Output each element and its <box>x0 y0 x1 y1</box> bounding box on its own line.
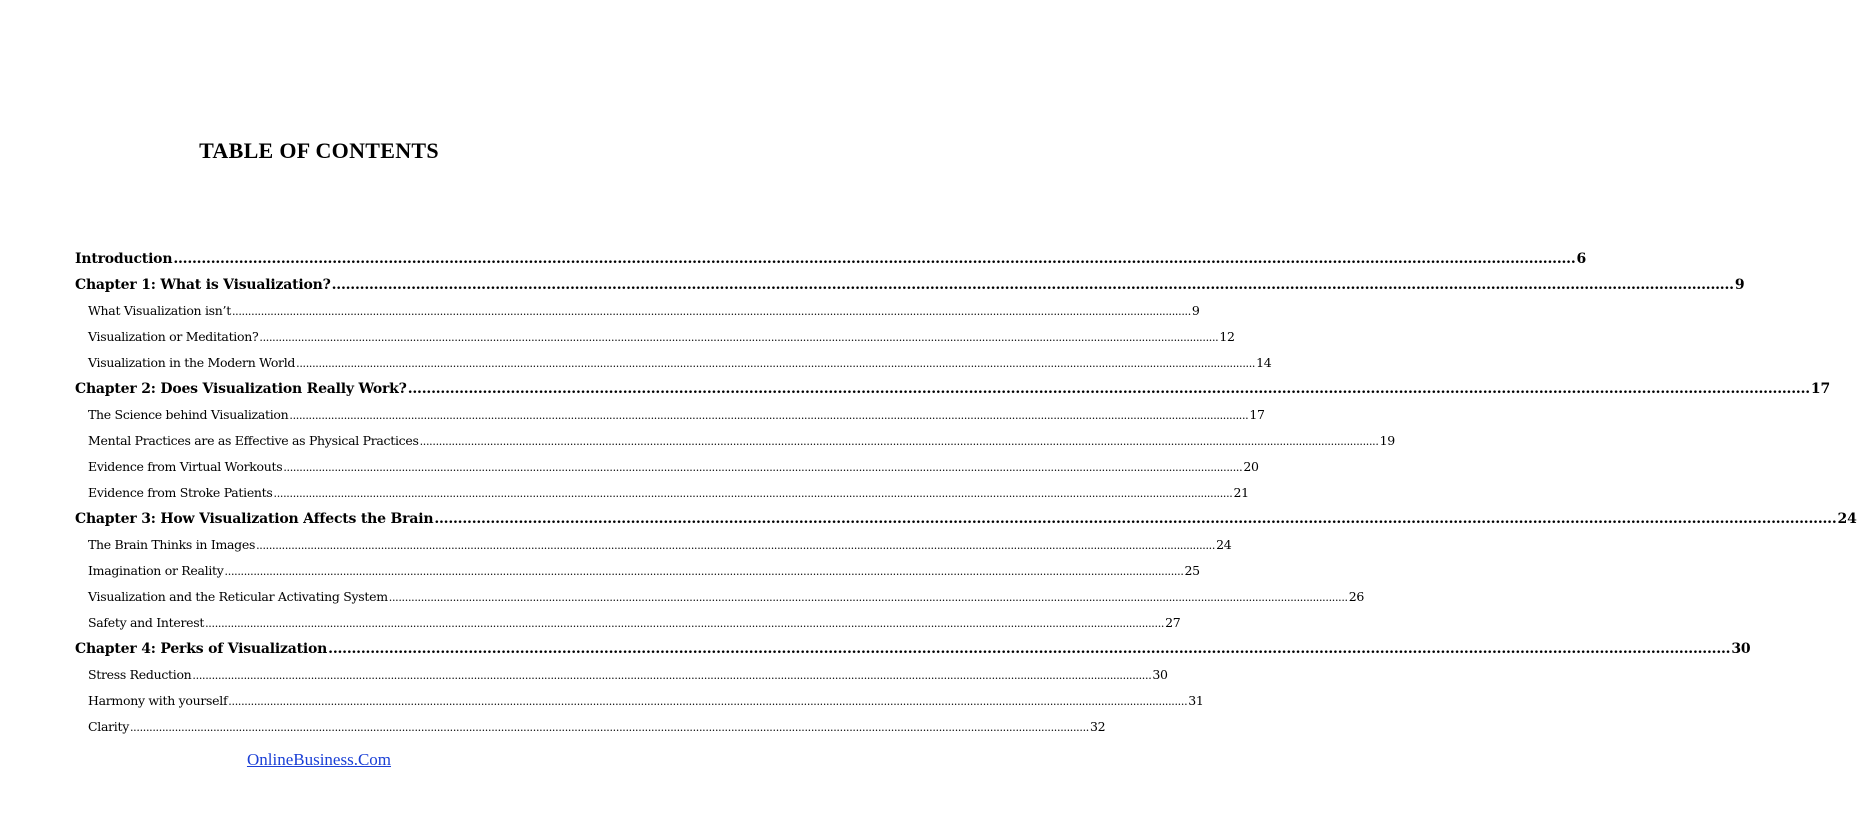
toc-leader-dots: ............................................................................................................................................................................................................................................................................................................ <box>173 251 1576 267</box>
toc-leader-dots: ............................................................................................................................................................................................................................................................................................................ <box>129 721 1089 734</box>
toc-section-entry[interactable] <box>75 353 1272 379</box>
toc-leader-dots: ............................................................................................................................................................................................................................................................................................................ <box>228 695 1188 708</box>
toc-section-entry[interactable] <box>75 587 1365 613</box>
toc-entry-page-number: 17 <box>1249 407 1265 422</box>
toc-chapter-entry[interactable] <box>75 639 1751 665</box>
toc-section-entry[interactable] <box>75 327 1235 353</box>
toc-section-entry[interactable] <box>75 483 1249 509</box>
toc-entry-page-number: 6 <box>1576 251 1587 267</box>
toc-leader-dots: ............................................................................................................................................................................................................................................................................................................ <box>434 511 1837 527</box>
toc-leader-dots: ............................................................................................................................................................................................................................................................................................................ <box>289 409 1249 422</box>
toc-entry-label: Clarity <box>88 719 129 734</box>
footer-link[interactable]: OnlineBusiness.Com <box>246 750 392 769</box>
toc-entry-page-number: 31 <box>1188 693 1204 708</box>
toc-leader-dots: ............................................................................................................................................................................................................................................................................................................ <box>419 435 1379 448</box>
toc-section-entry[interactable] <box>75 613 1181 639</box>
table-of-contents <box>75 249 1857 743</box>
page-title: TABLE OF CONTENTS <box>199 138 439 163</box>
toc-leader-dots: ............................................................................................................................................................................................................................................................................................................ <box>259 331 1219 344</box>
toc-entry-page-number: 12 <box>1219 329 1235 344</box>
toc-leader-dots: ............................................................................................................................................................................................................................................................................................................ <box>328 641 1731 657</box>
toc-section-entry[interactable] <box>75 691 1204 717</box>
toc-entry-page-number: 14 <box>1256 355 1272 370</box>
toc-chapter-entry[interactable] <box>75 275 1745 301</box>
toc-section-entry[interactable] <box>75 717 1106 743</box>
toc-leader-dots: ............................................................................................................................................................................................................................................................................................................ <box>224 565 1184 578</box>
toc-entry-label: What Visualization isn’t <box>88 303 231 318</box>
toc-section-entry[interactable] <box>75 405 1265 431</box>
toc-entry-page-number: 25 <box>1184 563 1200 578</box>
toc-entry-page-number: 21 <box>1233 485 1249 500</box>
toc-entry-label: Visualization and the Reticular Activating System <box>88 589 388 604</box>
toc-leader-dots: ............................................................................................................................................................................................................................................................................................................ <box>205 617 1165 630</box>
toc-entry-label: The Brain Thinks in Images <box>88 537 256 552</box>
toc-entry-page-number: 9 <box>1191 303 1200 318</box>
toc-entry-label: Evidence from Virtual Workouts <box>88 459 283 474</box>
toc-entry-label: Introduction <box>75 251 173 267</box>
toc-leader-dots: ............................................................................................................................................................................................................................................................................................................ <box>256 539 1216 552</box>
toc-leader-dots: ............................................................................................................................................................................................................................................................................................................ <box>407 381 1810 397</box>
toc-entry-page-number: 32 <box>1089 719 1106 734</box>
toc-leader-dots: ............................................................................................................................................................................................................................................................................................................ <box>273 487 1233 500</box>
toc-entry-page-number: 19 <box>1379 433 1395 448</box>
toc-section-entry[interactable] <box>75 431 1395 457</box>
toc-entry-label: Mental Practices are as Effective as Physical Practices <box>88 433 419 448</box>
toc-leader-dots: ............................................................................................................................................................................................................................................................................................................ <box>388 591 1348 604</box>
toc-leader-dots: ............................................................................................................................................................................................................................................................................................................ <box>231 305 1191 318</box>
toc-entry-page-number: 24 <box>1216 537 1232 552</box>
toc-section-entry[interactable] <box>75 301 1200 327</box>
toc-entry-page-number: 27 <box>1165 615 1181 630</box>
toc-entry-label: Chapter 3: How Visualization Affects the Brain <box>75 511 434 527</box>
toc-entry-page-number: 26 <box>1348 589 1365 604</box>
toc-entry-label: Chapter 2: Does Visualization Really Work? <box>75 381 407 397</box>
toc-entry-label: Evidence from Stroke Patients <box>88 485 273 500</box>
toc-entry-label: Visualization or Meditation? <box>88 329 259 344</box>
toc-leader-dots: ............................................................................................................................................................................................................................................................................................................ <box>192 669 1152 682</box>
toc-entry-page-number: 17 <box>1810 381 1831 397</box>
toc-entry-page-number: 30 <box>1731 641 1751 657</box>
toc-entry-label: Harmony with yourself <box>88 693 228 708</box>
toc-section-entry[interactable] <box>75 457 1259 483</box>
toc-chapter-entry[interactable] <box>75 249 1587 275</box>
toc-section-entry[interactable] <box>75 561 1200 587</box>
toc-entry-page-number: 20 <box>1243 459 1259 474</box>
toc-section-entry[interactable] <box>75 535 1232 561</box>
toc-entry-page-number: 30 <box>1152 667 1168 682</box>
toc-chapter-entry[interactable] <box>75 379 1831 405</box>
toc-leader-dots: ............................................................................................................................................................................................................................................................................................................ <box>296 357 1256 370</box>
toc-entry-label: Safety and Interest <box>88 615 205 630</box>
toc-chapter-entry[interactable] <box>75 509 1857 535</box>
toc-entry-label: Chapter 4: Perks of Visualization <box>75 641 328 657</box>
toc-section-entry[interactable] <box>75 665 1168 691</box>
toc-entry-label: Stress Reduction <box>88 667 192 682</box>
toc-entry-page-number: 9 <box>1734 277 1745 293</box>
toc-leader-dots: ............................................................................................................................................................................................................................................................................................................ <box>283 461 1243 474</box>
toc-entry-page-number: 24 <box>1837 511 1857 527</box>
toc-entry-label: Imagination or Reality <box>88 563 224 578</box>
toc-entry-label: The Science behind Visualization <box>88 407 289 422</box>
toc-entry-label: Visualization in the Modern World <box>88 355 296 370</box>
toc-entry-label: Chapter 1: What is Visualization? <box>75 277 331 293</box>
toc-leader-dots: ............................................................................................................................................................................................................................................................................................................ <box>331 277 1734 293</box>
